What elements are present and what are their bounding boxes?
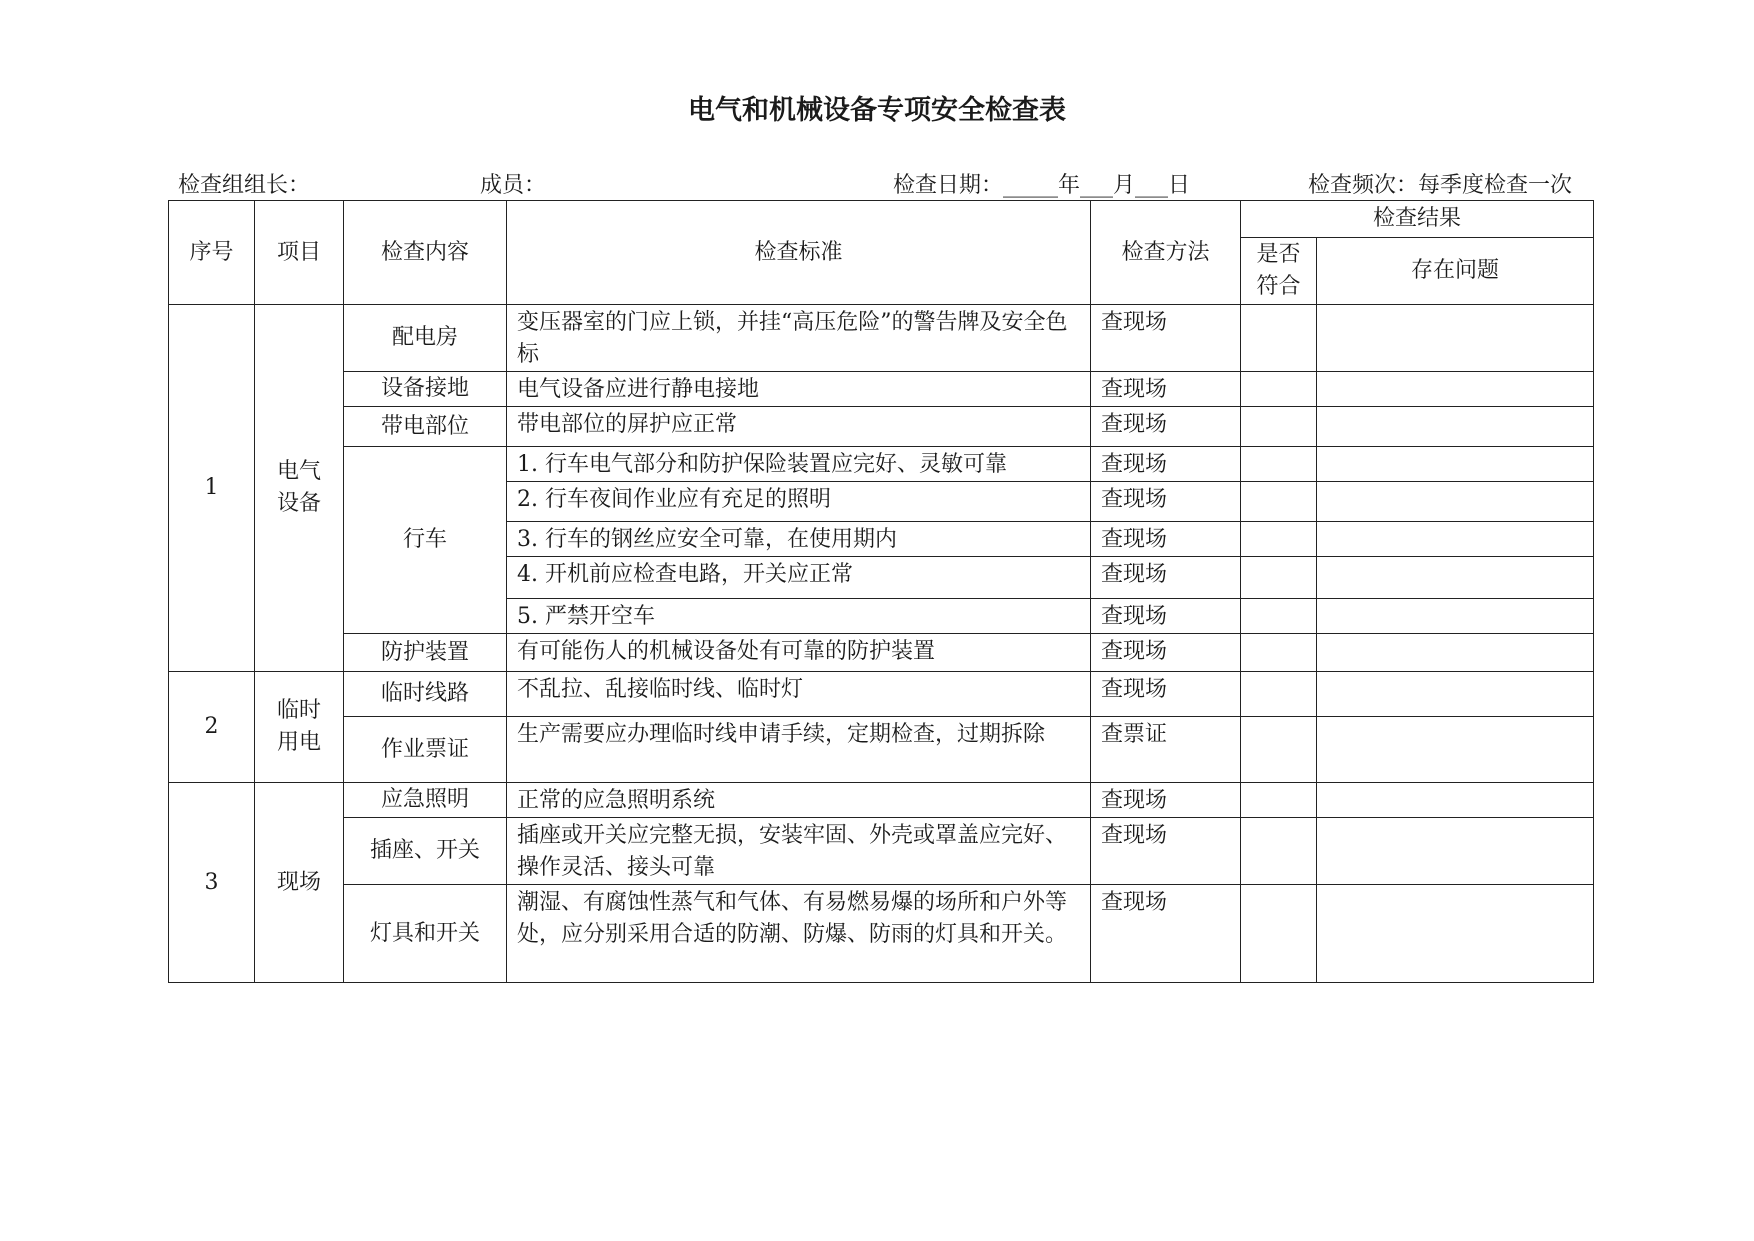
problem-cell bbox=[1317, 599, 1594, 634]
conform-cell bbox=[1241, 447, 1317, 482]
method-cell: 查现场 bbox=[1091, 522, 1241, 557]
header-method: 检查方法 bbox=[1091, 201, 1241, 305]
table-header bbox=[169, 201, 1594, 305]
conform-cell bbox=[1241, 482, 1317, 522]
standard-cell: 正常的应急照明系统 bbox=[507, 783, 1091, 818]
method-cell: 查现场 bbox=[1091, 783, 1241, 818]
problem-cell bbox=[1317, 522, 1594, 557]
method-cell: 查现场 bbox=[1091, 447, 1241, 482]
content-cell: 设备接地 bbox=[344, 372, 507, 407]
page-title: 电气和机械设备专项安全检查表 bbox=[688, 95, 1066, 126]
method-cell: 查现场 bbox=[1091, 818, 1241, 885]
conform-cell bbox=[1241, 717, 1317, 783]
standard-cell: 有可能伤人的机械设备处有可靠的防护装置 bbox=[507, 634, 1091, 672]
members-label: 成员： bbox=[480, 173, 547, 198]
problem-cell bbox=[1317, 482, 1594, 522]
standard-cell: 潮湿、有腐蚀性蒸气和气体、有易燃易爆的场所和户外等处，应分别采用合适的防潮、防爆、防雨的灯具和开关。 bbox=[507, 885, 1091, 983]
conform-cell bbox=[1241, 885, 1317, 983]
row-number: 3 bbox=[169, 783, 255, 983]
method-cell: 查票证 bbox=[1091, 717, 1241, 783]
header-no: 序号 bbox=[169, 201, 255, 305]
conform-cell bbox=[1241, 599, 1317, 634]
table-row bbox=[169, 447, 1594, 482]
standard-cell: 生产需要应办理临时线申请手续，定期检查，过期拆除 bbox=[507, 717, 1091, 783]
problem-cell bbox=[1317, 717, 1594, 783]
standard-cell: 带电部位的屏护应正常 bbox=[507, 407, 1091, 447]
content-cell: 应急照明 bbox=[344, 783, 507, 818]
standard-cell: 4. 开机前应检查电路，开关应正常 bbox=[507, 557, 1091, 599]
content-cell: 临时线路 bbox=[344, 672, 507, 717]
conform-cell bbox=[1241, 634, 1317, 672]
header-result: 检查结果 bbox=[1241, 201, 1594, 238]
standard-cell: 插座或开关应完整无损，安装牢固、外壳或罩盖应完好、操作灵活、接头可靠 bbox=[507, 818, 1091, 885]
method-cell: 查现场 bbox=[1091, 407, 1241, 447]
conform-cell bbox=[1241, 818, 1317, 885]
problem-cell bbox=[1317, 672, 1594, 717]
item-cell: 电气设备 bbox=[255, 305, 344, 672]
header-item: 项目 bbox=[255, 201, 344, 305]
content-cell: 带电部位 bbox=[344, 407, 507, 447]
method-cell: 查现场 bbox=[1091, 885, 1241, 983]
problem-cell bbox=[1317, 372, 1594, 407]
standard-cell: 5. 严禁开空车 bbox=[507, 599, 1091, 634]
table-row bbox=[169, 372, 1594, 407]
table-row bbox=[169, 407, 1594, 447]
standard-cell: 3. 行车的钢丝应安全可靠，在使用期内 bbox=[507, 522, 1091, 557]
standard-cell: 不乱拉、乱接临时线、临时灯 bbox=[507, 672, 1091, 717]
item-cell: 现场 bbox=[255, 783, 344, 983]
row-number: 1 bbox=[169, 305, 255, 672]
standard-cell: 1. 行车电气部分和防护保险装置应完好、灵敏可靠 bbox=[507, 447, 1091, 482]
header-problem: 存在问题 bbox=[1317, 238, 1594, 305]
problem-cell bbox=[1317, 818, 1594, 885]
inspection-table bbox=[168, 200, 1594, 983]
problem-cell bbox=[1317, 557, 1594, 599]
table-body bbox=[169, 305, 1594, 983]
table-row bbox=[169, 885, 1594, 983]
header-content: 检查内容 bbox=[344, 201, 507, 305]
item-cell: 临时用电 bbox=[255, 672, 344, 783]
content-cell: 行车 bbox=[344, 447, 507, 634]
problem-cell bbox=[1317, 305, 1594, 372]
conform-cell bbox=[1241, 372, 1317, 407]
conform-cell bbox=[1241, 305, 1317, 372]
row-number: 2 bbox=[169, 672, 255, 783]
method-cell: 查现场 bbox=[1091, 634, 1241, 672]
method-cell: 查现场 bbox=[1091, 305, 1241, 372]
method-cell: 查现场 bbox=[1091, 557, 1241, 599]
problem-cell bbox=[1317, 634, 1594, 672]
conform-cell bbox=[1241, 557, 1317, 599]
problem-cell bbox=[1317, 447, 1594, 482]
table-row bbox=[169, 305, 1594, 372]
header-conform: 是否符合 bbox=[1241, 238, 1317, 305]
header-standard: 检查标准 bbox=[507, 201, 1091, 305]
problem-cell bbox=[1317, 783, 1594, 818]
inspection-frequency: 检查频次：每季度检查一次 bbox=[1308, 173, 1573, 198]
content-cell: 灯具和开关 bbox=[344, 885, 507, 983]
content-cell: 配电房 bbox=[344, 305, 507, 372]
table-row bbox=[169, 672, 1594, 717]
table-row bbox=[169, 717, 1594, 783]
method-cell: 查现场 bbox=[1091, 672, 1241, 717]
content-cell: 插座、开关 bbox=[344, 818, 507, 885]
conform-cell bbox=[1241, 522, 1317, 557]
method-cell: 查现场 bbox=[1091, 599, 1241, 634]
conform-cell bbox=[1241, 407, 1317, 447]
table-row bbox=[169, 634, 1594, 672]
standard-cell: 变压器室的门应上锁，并挂“高压危险”的警告牌及安全色标 bbox=[507, 305, 1091, 372]
problem-cell bbox=[1317, 407, 1594, 447]
inspection-date-field: 检查日期：_____年___月___日 bbox=[893, 173, 1191, 198]
standard-cell: 电气设备应进行静电接地 bbox=[507, 372, 1091, 407]
problem-cell bbox=[1317, 885, 1594, 983]
table-row bbox=[169, 783, 1594, 818]
content-cell: 防护装置 bbox=[344, 634, 507, 672]
conform-cell bbox=[1241, 783, 1317, 818]
standard-cell: 2. 行车夜间作业应有充足的照明 bbox=[507, 482, 1091, 522]
content-cell: 作业票证 bbox=[344, 717, 507, 783]
method-cell: 查现场 bbox=[1091, 372, 1241, 407]
conform-cell bbox=[1241, 672, 1317, 717]
method-cell: 查现场 bbox=[1091, 482, 1241, 522]
inspection-leader-label: 检查组组长： bbox=[178, 173, 311, 198]
table-row bbox=[169, 818, 1594, 885]
